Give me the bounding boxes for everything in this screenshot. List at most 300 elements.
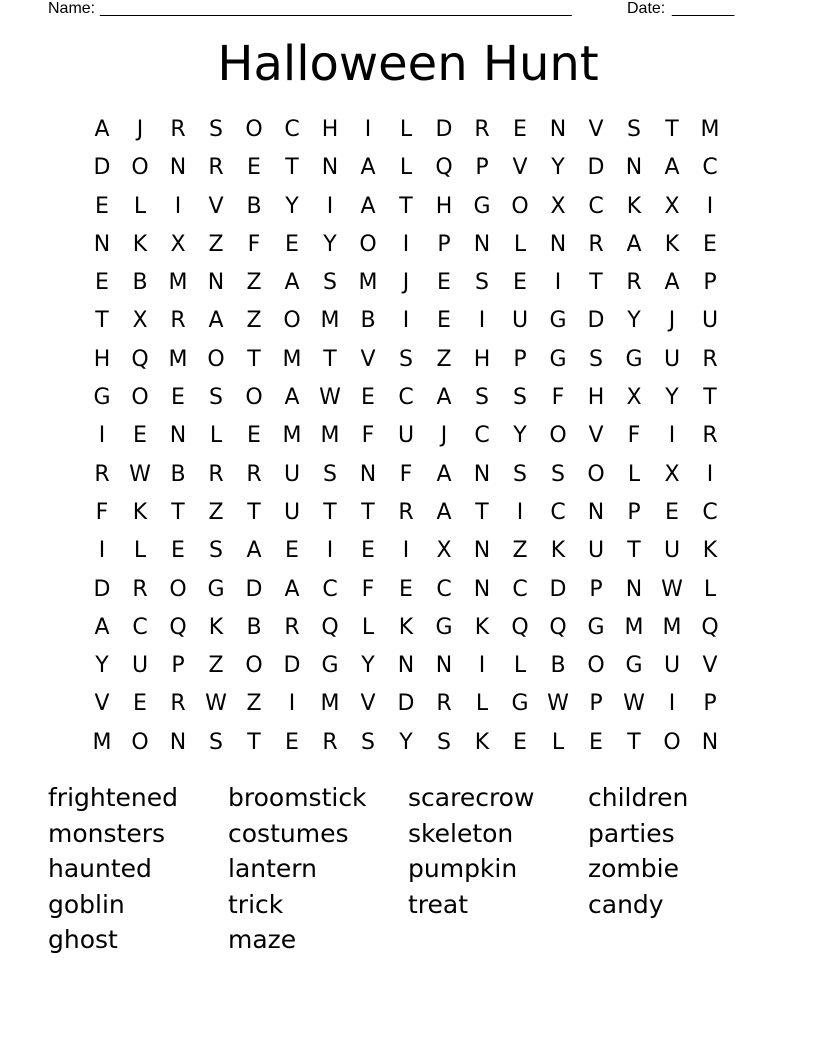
grid-letter[interactable]: L [513,653,527,679]
grid-letter[interactable]: F [361,423,375,449]
grid-letter[interactable]: P [589,691,603,717]
grid-letter[interactable]: M [700,117,720,142]
grid-letter[interactable]: P [627,499,641,525]
grid-letter[interactable]: G [207,576,225,602]
grid-letter[interactable]: E [361,538,375,564]
grid-letter[interactable]: C [284,117,300,142]
grid-letter[interactable]: E [399,576,413,602]
grid-letter[interactable]: N [435,653,453,679]
grid-letter[interactable]: I [402,308,410,334]
grid-letter[interactable]: G [625,653,643,679]
grid-letter[interactable]: G [511,691,529,717]
grid-letter[interactable]: N [625,576,643,602]
grid-letter[interactable]: D [397,691,415,717]
grid-letter[interactable]: K [474,729,490,755]
grid-letter[interactable]: S [551,461,565,487]
grid-letter[interactable]: R [284,614,300,640]
grid-letter[interactable]: I [98,538,106,564]
grid-letter[interactable]: R [626,270,642,296]
grid-letter[interactable]: E [437,270,451,296]
grid-letter[interactable]: I [706,193,714,219]
grid-letter[interactable]: X [664,193,680,219]
grid-letter[interactable]: G [473,193,491,219]
grid-letter[interactable]: R [322,729,338,755]
grid-letter[interactable]: I [174,193,182,219]
grid-letter[interactable]: O [207,346,225,372]
word-list-item: goblin [48,889,125,919]
grid-letter[interactable]: Z [436,346,452,372]
grid-letter[interactable]: L [513,231,527,257]
grid-letter[interactable]: B [170,461,186,487]
grid-letter[interactable]: S [361,729,375,755]
grid-letter[interactable]: D [283,653,301,679]
grid-letter[interactable]: V [360,346,376,372]
grid-letter[interactable]: H [587,385,605,411]
grid-letter[interactable]: C [588,193,604,219]
grid-letter[interactable]: I [402,538,410,564]
grid-letter[interactable]: Z [512,538,528,564]
grid-letter[interactable]: C [436,576,452,602]
grid-letter[interactable]: O [359,231,377,257]
grid-letter[interactable]: F [361,576,375,602]
grid-letter[interactable]: M [92,729,112,755]
grid-letter[interactable]: E [247,423,261,449]
grid-letter[interactable]: W [319,385,341,411]
grid-letter[interactable]: E [285,729,299,755]
grid-letter[interactable]: X [170,231,186,257]
grid-letter[interactable]: O [587,461,605,487]
grid-letter[interactable]: Z [246,270,262,296]
grid-letter[interactable]: E [171,538,185,564]
grid-letter[interactable]: D [245,576,263,602]
grid-letter[interactable]: Y [361,653,375,679]
grid-letter[interactable]: E [285,538,299,564]
grid-letter[interactable]: R [702,423,718,449]
grid-letter[interactable]: D [587,308,605,334]
grid-letter[interactable]: L [209,423,223,449]
grid-letter[interactable]: Q [131,346,149,372]
grid-letter[interactable]: T [171,499,185,525]
grid-letter[interactable]: A [94,614,110,640]
grid-letter[interactable]: A [284,270,300,296]
grid-letter[interactable]: V [208,193,224,219]
grid-letter[interactable]: E [665,499,679,525]
grid-letter[interactable]: G [435,614,453,640]
grid-letter[interactable]: H [93,346,111,372]
grid-letter[interactable]: N [359,461,377,487]
grid-letter[interactable]: O [283,308,301,334]
grid-letter[interactable]: T [589,270,603,296]
grid-letter[interactable]: Y [399,729,413,755]
grid-letter[interactable]: K [132,499,148,525]
grid-letter[interactable]: O [245,385,263,411]
grid-letter[interactable]: M [358,270,378,296]
grid-letter[interactable]: L [399,117,413,142]
grid-letter[interactable]: I [478,653,486,679]
grid-letter[interactable]: W [547,691,569,717]
grid-letter[interactable]: T [399,193,413,219]
grid-letter[interactable]: G [93,385,111,411]
grid-letter[interactable]: C [550,499,566,525]
grid-letter[interactable]: Z [208,499,224,525]
grid-letter[interactable]: Q [435,155,453,181]
grid-letter[interactable]: E [589,729,603,755]
date-blank-line[interactable]: _______ [672,0,735,17]
grid-letter[interactable]: E [95,193,109,219]
grid-letter[interactable]: E [437,308,451,334]
grid-letter[interactable]: U [283,461,301,487]
grid-letter[interactable]: E [513,117,527,142]
grid-letter[interactable]: T [323,346,337,372]
grid-letter[interactable]: U [663,653,681,679]
grid-letter[interactable]: O [587,653,605,679]
grid-letter[interactable]: W [205,691,227,717]
grid-letter[interactable]: X [132,308,148,334]
grid-letter[interactable]: Y [323,231,337,257]
grid-letter[interactable]: R [208,155,224,181]
grid-letter[interactable]: L [133,193,147,219]
grid-letter[interactable]: S [475,270,489,296]
grid-letter[interactable]: F [247,231,261,257]
grid-letter[interactable]: B [360,308,376,334]
grid-letter[interactable]: L [627,461,641,487]
grid-letter[interactable]: S [513,461,527,487]
grid-letter[interactable]: G [549,346,567,372]
grid-letter[interactable]: D [549,576,567,602]
grid-letter[interactable]: W [623,691,645,717]
grid-letter[interactable]: I [554,270,562,296]
grid-letter[interactable]: S [209,117,223,142]
grid-letter[interactable]: N [549,117,567,142]
grid-letter[interactable]: T [247,729,261,755]
grid-letter[interactable]: N [701,729,719,755]
grid-letter[interactable]: H [321,117,339,142]
grid-letter[interactable]: C [132,614,148,640]
grid-letter[interactable]: N [625,155,643,181]
grid-letter[interactable]: J [668,308,676,334]
grid-letter[interactable]: N [169,423,187,449]
grid-letter[interactable]: A [626,231,642,257]
grid-letter[interactable]: N [207,270,225,296]
grid-letter[interactable]: Y [665,385,679,411]
grid-letter[interactable]: R [132,576,148,602]
grid-letter[interactable]: T [247,499,261,525]
grid-letter[interactable]: O [663,729,681,755]
grid-letter[interactable]: P [475,155,489,181]
grid-letter[interactable]: K [702,538,718,564]
grid-letter[interactable]: E [95,270,109,296]
grid-letter[interactable]: N [587,499,605,525]
word-list-item: skeleton [408,818,514,848]
grid-letter[interactable]: V [360,691,376,717]
grid-letter[interactable]: N [169,155,187,181]
grid-letter[interactable]: M [320,423,340,449]
grid-letter[interactable]: S [627,117,641,142]
grid-letter[interactable]: T [361,499,375,525]
grid-letter[interactable]: S [209,538,223,564]
grid-letter[interactable]: G [625,346,643,372]
grid-letter[interactable]: C [702,499,718,525]
grid-letter[interactable]: Z [246,308,262,334]
grid-letter[interactable]: S [323,461,337,487]
grid-letter[interactable]: N [473,231,491,257]
grid-letter[interactable]: J [402,270,410,296]
grid-letter[interactable]: S [475,385,489,411]
grid-letter[interactable]: A [436,461,452,487]
grid-letter[interactable]: L [133,538,147,564]
grid-letter[interactable]: A [284,576,300,602]
grid-letter[interactable]: C [512,576,528,602]
grid-letter[interactable]: H [435,193,453,219]
grid-letter[interactable]: R [398,499,414,525]
grid-letter[interactable]: M [320,308,340,334]
grid-row [83,149,729,187]
grid-letter[interactable]: F [399,461,413,487]
grid-letter[interactable]: K [664,231,680,257]
grid-letter[interactable]: Y [285,193,299,219]
grid-letter[interactable]: E [171,385,185,411]
grid-letter[interactable]: Q [701,614,719,640]
grid-letter[interactable]: O [245,117,263,142]
grid-letter[interactable]: U [283,499,301,525]
grid-letter[interactable]: X [436,538,452,564]
grid-letter[interactable]: Y [551,155,565,181]
word-list-item: scarecrow [408,783,535,812]
grid-letter[interactable]: T [475,499,489,525]
grid-letter[interactable]: E [513,729,527,755]
grid-letter[interactable]: O [511,193,529,219]
grid-letter[interactable]: X [550,193,566,219]
grid-letter[interactable]: C [398,385,414,411]
grid-letter[interactable]: P [437,231,451,257]
grid-letter[interactable]: U [701,308,719,334]
grid-letter[interactable]: P [703,270,717,296]
grid-letter[interactable]: M [662,614,682,640]
grid-letter[interactable]: V [588,117,604,142]
grid-letter[interactable]: G [587,614,605,640]
grid-letter[interactable]: U [663,538,681,564]
grid-letter[interactable]: L [399,155,413,181]
grid-letter[interactable]: Z [208,231,224,257]
grid-letter[interactable]: G [321,653,339,679]
grid-letter[interactable]: S [437,729,451,755]
grid-letter[interactable]: Z [208,653,224,679]
grid-letter[interactable]: M [168,270,188,296]
grid-letter[interactable]: W [129,461,151,487]
grid-letter[interactable]: M [282,346,302,372]
grid-letter[interactable]: O [131,155,149,181]
grid-letter[interactable]: I [478,308,486,334]
grid-letter[interactable]: P [703,691,717,717]
grid-letter[interactable]: A [436,499,452,525]
grid-letter[interactable]: U [397,423,415,449]
grid-letter[interactable]: T [285,155,299,181]
grid-letter[interactable]: A [664,270,680,296]
grid-letter[interactable]: P [171,653,185,679]
grid-letter[interactable]: R [170,117,186,142]
grid-letter[interactable]: G [549,308,567,334]
grid-letter[interactable]: I [706,461,714,487]
grid-letter[interactable]: L [703,576,717,602]
grid-letter[interactable]: Z [246,691,262,717]
grid-letter[interactable]: K [398,614,414,640]
grid-letter[interactable]: V [94,691,110,717]
grid-letter[interactable]: I [668,423,676,449]
grid-letter[interactable]: Y [513,423,527,449]
grid-letter[interactable]: N [473,576,491,602]
grid-letter[interactable]: B [550,653,566,679]
grid-letter[interactable]: D [93,155,111,181]
grid-letter[interactable]: I [668,691,676,717]
grid-letter[interactable]: E [285,231,299,257]
grid-letter[interactable]: T [703,385,717,411]
grid-letter[interactable]: A [360,155,376,181]
grid-letter[interactable]: M [168,346,188,372]
grid-letter[interactable]: R [246,461,262,487]
grid-letter[interactable]: Y [95,653,109,679]
grid-letter[interactable]: I [288,691,296,717]
grid-letter[interactable]: T [627,538,641,564]
grid-letter[interactable]: K [208,614,224,640]
grid-letter[interactable]: M [282,423,302,449]
grid-letter[interactable]: A [664,155,680,181]
grid-letter[interactable]: L [475,691,489,717]
grid-letter[interactable]: P [513,346,527,372]
grid-letter[interactable]: U [587,538,605,564]
grid-letter[interactable]: O [131,729,149,755]
grid-letter[interactable]: T [247,346,261,372]
grid-letter[interactable]: R [474,117,490,142]
grid-row [83,417,729,455]
grid-letter[interactable]: B [132,270,148,296]
grid-letter[interactable]: N [473,461,491,487]
grid-letter[interactable]: R [436,691,452,717]
grid-letter[interactable]: R [170,308,186,334]
grid-letter[interactable]: N [169,729,187,755]
grid-letter[interactable]: N [549,231,567,257]
grid-letter[interactable]: N [321,155,339,181]
grid-letter[interactable]: L [361,614,375,640]
grid-letter[interactable]: E [361,385,375,411]
grid-letter[interactable]: T [665,117,679,142]
grid-letter[interactable]: B [246,614,262,640]
grid-letter[interactable]: R [170,691,186,717]
grid-letter[interactable]: F [627,423,641,449]
grid-letter[interactable]: O [169,576,187,602]
grid-letter[interactable]: I [98,423,106,449]
grid-letter[interactable]: Q [511,614,529,640]
grid-letter[interactable]: K [550,538,566,564]
grid-letter[interactable]: S [399,346,413,372]
grid-letter[interactable]: Q [169,614,187,640]
grid-letter[interactable]: W [661,576,683,602]
grid-letter[interactable]: N [473,538,491,564]
grid-letter[interactable]: O [131,385,149,411]
grid-letter[interactable]: B [246,193,262,219]
grid-letter[interactable]: O [245,653,263,679]
grid-letter[interactable]: D [435,117,453,142]
grid-letter[interactable]: A [284,385,300,411]
grid-letter[interactable]: I [516,499,524,525]
grid-letter[interactable]: J [136,117,144,142]
word-list-item: children [588,783,689,812]
grid-letter[interactable]: T [627,729,641,755]
grid-letter[interactable]: T [95,308,109,334]
grid-letter[interactable]: C [474,423,490,449]
grid-letter[interactable]: T [323,499,337,525]
grid-letter[interactable]: K [626,193,642,219]
grid-letter[interactable]: Q [549,614,567,640]
grid-letter[interactable]: K [132,231,148,257]
grid-letter[interactable]: V [702,653,718,679]
grid-letter[interactable]: U [663,346,681,372]
letter-grid [83,111,729,761]
grid-letter[interactable]: X [626,385,642,411]
grid-letter[interactable]: F [95,499,109,525]
grid-letter[interactable]: Y [627,308,641,334]
grid-letter[interactable]: C [702,155,718,181]
grid-letter[interactable]: F [551,385,565,411]
grid-letter[interactable]: V [588,423,604,449]
grid-letter[interactable]: U [131,653,149,679]
grid-letter[interactable]: A [246,538,262,564]
grid-letter[interactable]: L [551,729,565,755]
grid-letter[interactable]: D [587,155,605,181]
grid-letter[interactable]: D [93,576,111,602]
grid-letter[interactable]: S [209,729,223,755]
grid-letter[interactable]: C [322,576,338,602]
grid-letter[interactable]: A [208,308,224,334]
grid-letter[interactable]: N [93,231,111,257]
grid-letter[interactable]: E [703,231,717,257]
grid-letter[interactable]: O [549,423,567,449]
grid-letter[interactable]: S [513,385,527,411]
grid-row [83,111,729,149]
grid-letter[interactable]: S [209,385,223,411]
grid-letter[interactable]: I [326,193,334,219]
grid-letter[interactable]: M [320,691,340,717]
grid-row [83,724,729,762]
grid-letter[interactable]: R [588,231,604,257]
grid-letter[interactable]: X [664,461,680,487]
grid-letter[interactable]: E [133,423,147,449]
grid-letter[interactable]: E [133,691,147,717]
grid-letter[interactable]: J [440,423,448,449]
grid-letter[interactable]: A [360,193,376,219]
grid-letter[interactable]: E [247,155,261,181]
grid-letter[interactable]: U [511,308,529,334]
grid-letter[interactable]: N [397,653,415,679]
grid-letter[interactable]: V [512,155,528,181]
grid-letter[interactable]: I [326,538,334,564]
grid-letter[interactable]: E [513,270,527,296]
grid-letter[interactable]: S [589,346,603,372]
grid-letter[interactable]: I [402,231,410,257]
grid-letter[interactable]: I [364,117,372,142]
grid-letter[interactable]: P [589,576,603,602]
grid-letter[interactable]: K [474,614,490,640]
grid-letter[interactable]: R [702,346,718,372]
grid-letter[interactable]: Q [321,614,339,640]
grid-letter[interactable]: R [208,461,224,487]
grid-letter[interactable]: M [624,614,644,640]
grid-letter[interactable]: S [323,270,337,296]
grid-letter[interactable]: R [94,461,110,487]
name-blank-line[interactable]: _____________________________________________________ [100,0,572,17]
grid-letter[interactable]: A [436,385,452,411]
grid-letter[interactable]: A [94,117,110,142]
grid-letter[interactable]: H [473,346,491,372]
